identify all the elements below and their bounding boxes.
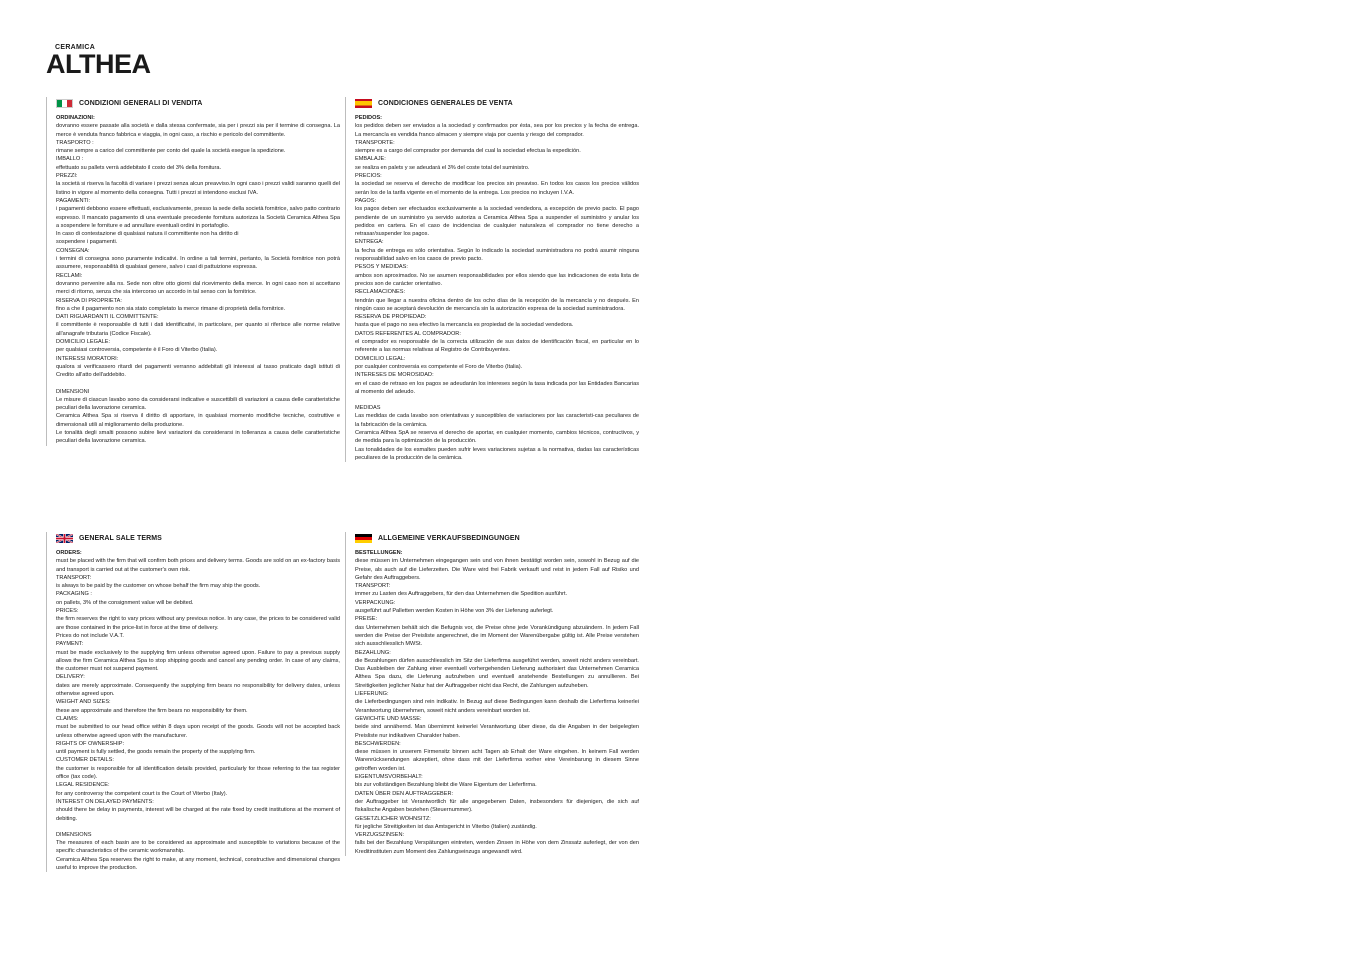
terms-line: is always to be paid by the customer on whose behalf the firm may ship the goods. [56, 583, 261, 590]
terms-line: la società si riserva la facoltà di variare i prezzi senza alcun preavviso.In ogni caso i prezzi validi saranno quelli del listino in vigore al momento della consegna. Tutti i prezzi si intendono esclusi IVA. [56, 181, 340, 196]
terms-line: EIGENTUMSVORBEHALT: [355, 774, 423, 781]
terms-line: los pagos deben ser efectuados exclusivamente a la sociedad vendedora, a excepción de previo pacto. El pago pendiente de un suministro ya servido autoriza a Ceramica Althea Spa a suspender el suministro y anular los pedidos en cartera. En el caso de incidencias de cualquier naturaleza el comprador no tiene derecho a retrasar/suspender los pagos. [355, 206, 639, 238]
terms-line: DIMENSIONI [56, 388, 90, 395]
terms-line: on pallets, 3% of the consignment value will be debited. [56, 599, 194, 606]
terms-line: VERPACKUNG: [355, 599, 396, 606]
flag-uk-icon [56, 534, 73, 543]
terms-line: PREISE: [355, 616, 378, 623]
terms-line: TRANSPORT: [355, 583, 391, 590]
terms-line: hasta que el pago no sea efectivo la mercancía es propiedad de la sociedad vendedora. [355, 322, 574, 329]
terms-line: PRICES: [56, 608, 79, 615]
terms-line: DOMICILIO LEGAL: [355, 355, 406, 362]
terms-line: for any controversy the competent court is the Court of Viterbo (Italy). [56, 790, 228, 797]
brand-logo [46, 44, 176, 78]
section-lead-heading: BESTELLUNGEN: [355, 550, 403, 556]
terms-line: RISERVA DI PROPRIETA: [56, 297, 122, 304]
terms-line: INTERESSI MORATORI: [56, 355, 119, 362]
section-spanish-terms [345, 97, 639, 462]
terms-line: fino a che il pagamento non sia stato completato la merce rimane di proprietà della fornitrice. [56, 305, 286, 312]
terms-line: CUSTOMER DETAILS: [56, 757, 114, 764]
terms-line: WEIGHT AND SIZES: [56, 699, 111, 706]
terms-line: DELIVERY: [56, 674, 85, 681]
terms-line: rimane sempre a carico del committente per conto del quale la società esegue la spedizione. [56, 148, 286, 155]
terms-line: Le tonalità degli smalti possono subire lievi variazioni da considerarsi in tolleranza a causa delle caratteristiche peculiari della lavorazione ceramica. [56, 429, 340, 445]
terms-line: RESERVA DE PROPIEDAD: [355, 314, 427, 321]
terms-line: until payment is fully settled, the goods remain the property of the supplying firm. [56, 749, 256, 756]
terms-line: IMBALLO : [56, 156, 84, 163]
terms-line: se realiza en palets y se adeudará el 3% del coste total del suministro. [355, 164, 530, 171]
section-english-terms [46, 532, 340, 872]
terms-line: por cualquier controversia es competente el Foro de Viterbo (Italia). [355, 363, 523, 370]
terms-line: VERZUGSZINSEN: [355, 832, 405, 839]
terms-line: qualora si verificassero ritardi dei pagamenti verranno addebitati gli interessi al tasso praticato dagli istituti di Credito all'atto dell'addebito. [56, 363, 340, 379]
section-italian-terms [46, 97, 340, 446]
terms-line: i pagamenti debbono essere effettuati, esclusivamente, presso la sede della società fornitrice, salvo patto contrario espresso. Il mancato pagamento di una eventuale precedente fornitura autorizza la Società Ceramica Althea Spa a sospendere le forniture e ad annullare eventuali ordini in portafoglio. [56, 206, 340, 229]
terms-line: el comprador es responsable de la correcta utilización de sus datos de identificación fiscal, en particular en lo referente a las normas relativas al Registro de Contribuyentes. [355, 339, 639, 354]
terms-line: these are approximate and therefore the firm bears no responsibility for them. [56, 707, 248, 714]
terms-line: BEZAHLUNG: [355, 649, 391, 656]
terms-line: der Auftraggeber ist Verantwortlich für alle angegebenen Daten, insbesonders für diejenigen, die sich auf fiskalische Angaben beziehen (Steuernummer). [355, 798, 639, 814]
section-header [355, 97, 639, 109]
section-title: GENERAL SALE TERMS [79, 534, 162, 542]
paragraph-gap [56, 823, 340, 831]
section-lead-heading: ORDINAZIONI: [56, 115, 95, 121]
terms-line: MEDIDAS [355, 405, 381, 412]
terms-line: must be submitted to our head office within 8 days upon receipt of the goods. Goods will not be accepted back unless otherwise agreed upon with the manufacturer. [56, 724, 340, 739]
terms-line: los pedidos deben ser enviados a la sociedad y confirmados por ésta, sea por los precios y la fecha de entrega. La mercancía es vendida franco almacen y siempre viaja por cuenta y riesgo del comprador. [355, 123, 639, 138]
terms-line: PAGOS: [355, 197, 377, 204]
section-title: CONDIZIONI GENERALI DI VENDITA [79, 99, 203, 107]
terms-line: PESOS Y MEDIDAS: [355, 264, 408, 271]
terms-line: beide sind annähernd. Man übernimmt keinerlei Verantwortung über diese, da die Angaben in der beigelegten Preisliste nur indikativen Charakter haben. [355, 724, 639, 739]
terms-line: ENTREGA: [355, 239, 384, 246]
terms-line: DATOS REFERENTES AL COMPRADOR: [355, 330, 461, 337]
terms-line: falls bei der Bezahlung Verspätungen eintreten, werden Zinsen in Höhe von dem Zinssatz auferlegt, der von den Kreditinstituten zum Moment des Zahlungseinzugs angewandt wird. [355, 840, 639, 855]
terms-line: Le misure di ciascun lavabo sono da considerarsi indicative e suscettibili di variazioni a causa delle caratteristiche peculiari della lavorazione ceramica. [56, 396, 340, 412]
terms-line: Las medidas de cada lavabo son orientativas y susceptibles de variaciones por las caracteristi-cas peculiares de la fabricación de la cerámica. [355, 413, 639, 428]
terms-line: per qualsiasi controversia, competente è il Foro di Viterbo (Italia). [56, 347, 218, 354]
terms-line: must be placed with the firm that will confirm both prices and delivery terms. Goods are sold on an ex-factory basis and transport is carried out at the customer's own risk. [56, 558, 340, 573]
terms-line: DATI RIGUARDANTI IL COMMITTENTE: [56, 314, 159, 321]
section-title: CONDICIONES GENERALES DE VENTA [378, 99, 513, 107]
terms-line: siempre es a cargo del comprador por demanda del cual la sociedad efectua la expedición. [355, 148, 581, 155]
terms-line: Prices do not include V.A.T. [56, 632, 124, 639]
flag-germany-icon [355, 534, 372, 543]
terms-line: TRANSPORT: [56, 574, 92, 581]
terms-line: il committente è responsabile di tutti i dati identificativi, in particolare, per quanto si riferisce alle norme relative all'anagrafe tributaria (Codice Fiscale). [56, 322, 340, 337]
terms-line: tendrán que llegar a nuestra oficina dentro de los ocho días de la recepción de la mercancía y no después. En ningún caso se aceptará devolución de mercancía sin la autorización expresa de la sociedad suministradora. [355, 297, 639, 312]
terms-line: In caso di contestazione di qualsiasi natura il committente non ha diritto di [56, 231, 239, 238]
terms-line: BESCHWERDEN: [355, 740, 401, 747]
terms-line: sospendere i pagamenti. [56, 239, 118, 246]
paragraph-gap [56, 380, 340, 388]
terms-line: Ceramica Althea Spa reserves the right to make, at any moment, technical, constructive and dimensional changes useful to improve the production. [56, 856, 340, 871]
terms-line: TRASPORTO : [56, 139, 94, 146]
terms-line: RIGHTS OF OWNERSHIP: [56, 740, 125, 747]
section-body [355, 114, 639, 462]
terms-line: the customer is responsible for all identification details provided, particularly for those referring to the tax register office (tax code). [56, 765, 340, 781]
section-header [56, 97, 340, 109]
terms-line: la fecha de entrega es sólo orientativa. Según lo indicado la sociedad suministradora no podrá asumir ninguna responsabilidad salvo en los casos de previo pacto. [355, 247, 639, 263]
terms-line: bis zur vollständigen Bezahlung bleibt die Ware Eigentum der Lieferfirma. [355, 782, 537, 789]
terms-line: DOMICILIO LEGALE: [56, 339, 111, 346]
terms-line: dovranno pervenire alla ns. Sede non oltre otto giorni dal ricevimento della merce. In ogni caso non si accettano merci di ritorno, senza che sia intercorso un accordo in tal senso con la fornitrice. [56, 280, 340, 296]
logo-subtitle: CERAMICA [55, 44, 96, 51]
section-lead-heading: ORDERS: [56, 550, 82, 556]
terms-line: dates are merely approximate. Consequently the supplying firm bears no responsibility for delivery dates, unless otherwise agreed upon. [56, 682, 340, 698]
terms-line: TRANSPORTE: [355, 139, 395, 146]
section-german-terms [345, 532, 639, 856]
terms-line: LIEFERUNG: [355, 691, 389, 698]
terms-line: RECLAMI: [56, 272, 83, 279]
terms-line: should there be delay in payments, interest will be charged at the rate fixed by credit institutions at the moment of debiting. [56, 807, 340, 822]
terms-line: PAYMENT: [56, 641, 84, 648]
section-title: ALLGEMEINE VERKAUFSBEDINGUNGEN [378, 534, 520, 542]
terms-line: für jegliche Streitigkeiten ist das Amtsgericht in Viterbo (Italien) zuständig. [355, 823, 537, 830]
section-body [56, 114, 340, 446]
terms-line: la sociedad se reserva el derecho de modificar los precios sin preaviso. En todos los casos los precios válidos serán los de la tarifa vigente en el momento de la entrega. Los precios no incluyen I.V.A. [355, 181, 639, 196]
terms-line: dovranno essere passate alla società e dalla stessa confermate, sia per i prezzi sia per il termine di consegna. La merce è venduta franco fabbrica e viaggia, in ogni caso, a rischio e pericolo del committente. [56, 123, 340, 138]
terms-line: must be made exclusively to the supplying firm unless otherwise agreed upon. Failure to pay a previous supply allows the firm Ceramica Althea Spa to stop shipping goods and cancel any pending order. In case of any claims, the customer must not suspend payment. [56, 649, 340, 673]
terms-line: immer zu Lasten des Auftraggebers, für den das Unternehmen die Spedition ausführt. [355, 591, 568, 598]
terms-line: PREZZI: [56, 173, 78, 180]
section-body [56, 549, 340, 872]
terms-line: PRECIOS: [355, 173, 382, 180]
terms-line: PACKAGING : [56, 591, 92, 598]
terms-line: Las tonalidades de los esmaltes pueden sufrir leves variaciones sujetas a la normativa, dadas las características peculiares de la producción de la cerámica. [355, 446, 639, 461]
terms-line: CLAIMS: [56, 715, 79, 722]
terms-line: diese müssen in unserem Firmensitz binnen acht Tagen ab Erhalt der Ware eingehen. In keinem Fall werden Warenrücksendungen akzeptiert, ohne dass mit der Lieferfirma vorher eine Vereinbarung in diesem Sinne getroffen worden ist. [355, 749, 639, 772]
terms-line: Ceramica Althea Spa si riserva il diritto di apportare, in qualsiasi momento modifiche tecniche, costruttive e dimensionali utili al miglioramento della produzione. [56, 413, 340, 428]
terms-line: die Lieferbedingungen sind rein indikativ. In Bezug auf diese Bedingungen kann deshalb die Lieferfirma keinerlei Verantwortung übernehmen, soweit nicht anders vereinbart worden ist. [355, 699, 639, 714]
section-lead-heading: PEDIDOS: [355, 115, 383, 121]
terms-line: LEGAL RESIDENCE: [56, 782, 110, 789]
flag-spain-icon [355, 99, 372, 108]
terms-line: DATEN ÜBER DEN AUFTRAGGEBER: [355, 790, 454, 797]
terms-line: das Unternehmen behält sich die Befugnis vor, die Preise ohne jede Vorankündigung abzuändern. In jedem Fall werden die Preise der Preisliste angerechnet, die im Moment der Warenübergabe gültig ist. Alle Preise verstehen sich ausschliesslich MWSt. [355, 624, 639, 648]
terms-line: ausgeführt auf Palletten werden Kosten in Höhe von 3% der Lieferung auferlegt. [355, 608, 554, 615]
terms-line: INTERESES DE MOROSIDAD: [355, 372, 434, 379]
paragraph-gap [355, 396, 639, 404]
section-body [355, 549, 639, 856]
terms-line: CONSEGNA: [56, 247, 90, 254]
terms-line: GESETZLICHER WOHNSITZ: [355, 815, 431, 822]
section-header [355, 532, 639, 544]
terms-line: i termini di consegna sono puramente indicativi. In ordine a tali termini, pertanto, la Società fornitrice non potrà assumere, responsabilità di qualsiasi genere, salvo i casi di pattuizione espressa. [56, 256, 340, 271]
logo-title: ALTHEA [46, 49, 151, 79]
terms-line: GEWICHTE UND MASSE: [355, 715, 422, 722]
terms-line: INTEREST ON DELAYED PAYMENTS: [56, 798, 154, 805]
terms-line: die Bezahlungen dürfen ausschliesslich im Sitz der Lieferfirma ausgeführt werden, soweit nicht anders vereinbart. Das Ausbleiben der Zahlung einer eventuell vorhergehenden Lieferung authorisiert das Unternehmen Ceramica Althea Spa dazu, die Lieferung aufzuheben und eventuell anstehende Bestellungen zu annullieren. Bei Streitigkeiten jeglicher Natur hat der Auftraggeber nicht das Recht, die Zahlungen aufzuheben. [355, 657, 639, 689]
terms-line: PAGAMENTI: [56, 197, 91, 204]
terms-line: The measures of each basin are to be considered as approximate and susceptible to variations because of the specific characteristics of the ceramic workmanship. [56, 840, 340, 855]
terms-line: DIMENSIONS [56, 831, 92, 838]
section-header [56, 532, 340, 544]
terms-line: ambos son aproximados. No se asumen responsabilidades por ellos siendo que las indicaciones de esta lista de precios son de carácter orientativo. [355, 272, 639, 287]
terms-line: RECLAMACIONES: [355, 289, 406, 296]
flag-italy-icon [56, 99, 73, 108]
terms-line: effettuato su pallets verrà addebitato il costo del 3% della fornitura. [56, 164, 222, 171]
terms-line: en el caso de retraso en los pagos se adeudarán los intereses según la tasa indicada por las Entidades Bancarias al momento del adeudo. [355, 380, 639, 395]
terms-line: the firm reserves the right to vary prices without any previous notice. In any case, the prices to be considered valid are those contained in the price-list in force at the time of delivery. [56, 616, 340, 631]
terms-line: diese müssen im Unternehmen eingegangen sein und von ihnen bestätigt worden sein, sowohl in Bezug auf die Preise, als auch auf die Lieferzeiten. Die Ware wird frei Fabrik verkauft und reist in jedem Fall auf Risiko und Gefahr des Auftraggebers. [355, 558, 639, 581]
terms-line: EMBALAJE: [355, 156, 386, 163]
terms-line: Ceramica Althea SpA se reserva el derecho de aportar, en cualquier momento, cambios técnicos, contructivos, y de medida para la optimización de la producción. [355, 429, 639, 445]
